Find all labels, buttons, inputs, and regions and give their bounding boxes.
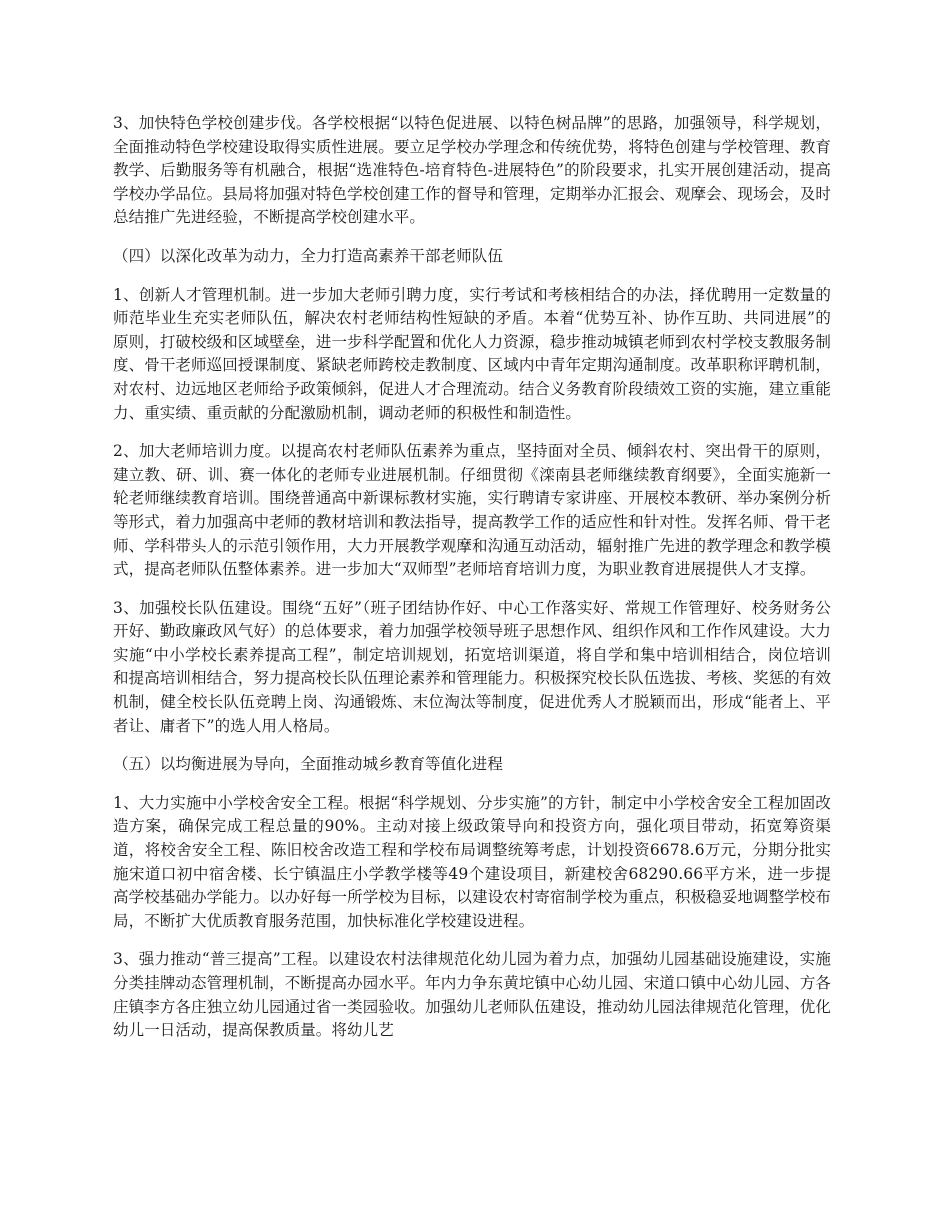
paragraph-special-schools: 3、加快特色学校创建步伐。各学校根据“以特色促进展、以特色树品牌”的思路，加强领导，科学规划，全面推动特色学校建设取得实质性进展。要立足学校办学理念和传统优势，将特色创建与学校管理、教育教学、后勤服务等有机融合，根据“选准特色-培育特色-进展特色”的阶段要求，扎实开展创建活动，提高学校办学品位。县局将加强对特色学校创建工作的督导和管理，定期举办汇报会、观摩会、现场会，及时总结推广先进经验，不断提高学校创建水平。: [113, 114, 831, 227]
paragraph-kindergarten: 3、强力推动“普三提高”工程。以建设农村法律规范化幼儿园为着力点，加强幼儿园基础设施建设，实施分类挂牌动态管理机制，不断提高办园水平。年内力争东黄坨镇中心幼儿园、宋道口镇中心幼儿园、方各庄镇李方各庄独立幼儿园通过省一类园验收。加强幼儿老师队伍建设，推动幼儿园法律规范化管理，优化幼儿一日活动，提高保教质量。将幼儿艺: [113, 950, 831, 1040]
document-body: [113, 112, 831, 1058]
paragraph-teacher-training: 2、加大老师培训力度。以提高农村老师队伍素养为重点，坚持面对全员、倾斜农村、突出骨干的原则，建立教、研、训、赛一体化的老师专业进展机制。仔细贯彻《滦南县老师继续教育纲要》，全面实施新一轮老师继续教育培训。围绕普通高中新课标教材实施，实行聘请专家讲座、开展校本教研、举办案例分析等形式，着力加强高中老师的教材培训和教法指导，提高教学工作的适应性和针对性。发挥名师、骨干老师、学科带头人的示范引领作用，大力开展教学观摩和沟通互动活动，辐射推广先进的教学理念和教学模式，提高老师队伍整体素养。进一步加大“双师型”老师培育培训力度，为职业教育进展提供人才支撑。: [113, 442, 831, 579]
paragraph-principal-team: 3、加强校长队伍建设。围绕“五好”（班子团结协作好、中心工作落实好、常规工作管理好、校务财务公开好、勤政廉政风气好）的总体要求，着力加强学校领导班子思想作风、组织作风和工作作风建设。大力实施“中小学校长素养提高工程”，制定培训规划，拓宽培训渠道，将自学和集中培训相结合，岗位培训和提高培训相结合，努力提高校长队伍理论素养和管理能力。积极探究校长队伍选拔、考核、奖惩的有效机制，健全校长队伍竞聘上岗、沟通锻炼、末位淘汰等制度，促进优秀人才脱颖而出，形成“能者上、平者让、庸者下”的选人用人格局。: [113, 598, 831, 735]
section-heading-four: （四）以深化改革为动力，全力打造高素养干部老师队伍: [113, 246, 504, 265]
paragraph-school-safety: 1、大力实施中小学校舍安全工程。根据“科学规划、分步实施”的方针，制定中小学校舍安全工程加固改造方案，确保完成工程总量的90%。主动对接上级政策导向和投资方向，强化项目带动，拓宽筹资渠道，将校舍安全工程、陈旧校舍改造工程和学校布局调整统筹考虑，计划投资6678.6万元，分期分批实施宋道口初中宿舍楼、长宁镇温庄小学教学楼等49个建设项目，新建校舍68290.66平方米，进一步提高学校基础办学能力。以办好每一所学校为目标，以建设农村寄宿制学校为重点，积极稳妥地调整学校布局，不断扩大优质教育服务范围，加快标准化学校建设进程。: [113, 793, 831, 930]
paragraph-talent-management: 1、创新人才管理机制。进一步加大老师引聘力度，实行考试和考核相结合的办法，择优聘用一定数量的师范毕业生充实老师队伍，解决农村老师结构性短缺的矛盾。本着“优势互补、协作互助、共同进展”的原则，打破校级和区域壁垒，进一步科学配置和优化人力资源，稳步推动城镇老师到农村学校支教服务制度、骨干老师巡回授课制度、紧缺老师跨校走教制度、区域内中青年定期沟通制度。改革职称评聘机制，对农村、边远地区老师给予政策倾斜，促进人才合理流动。结合义务教育阶段绩效工资的实施，建立重能力、重实绩、重贡献的分配激励机制，调动老师的积极性和制造性。: [113, 285, 831, 422]
section-heading-five: （五）以均衡进展为导向，全面推动城乡教育等值化进程: [113, 755, 504, 774]
